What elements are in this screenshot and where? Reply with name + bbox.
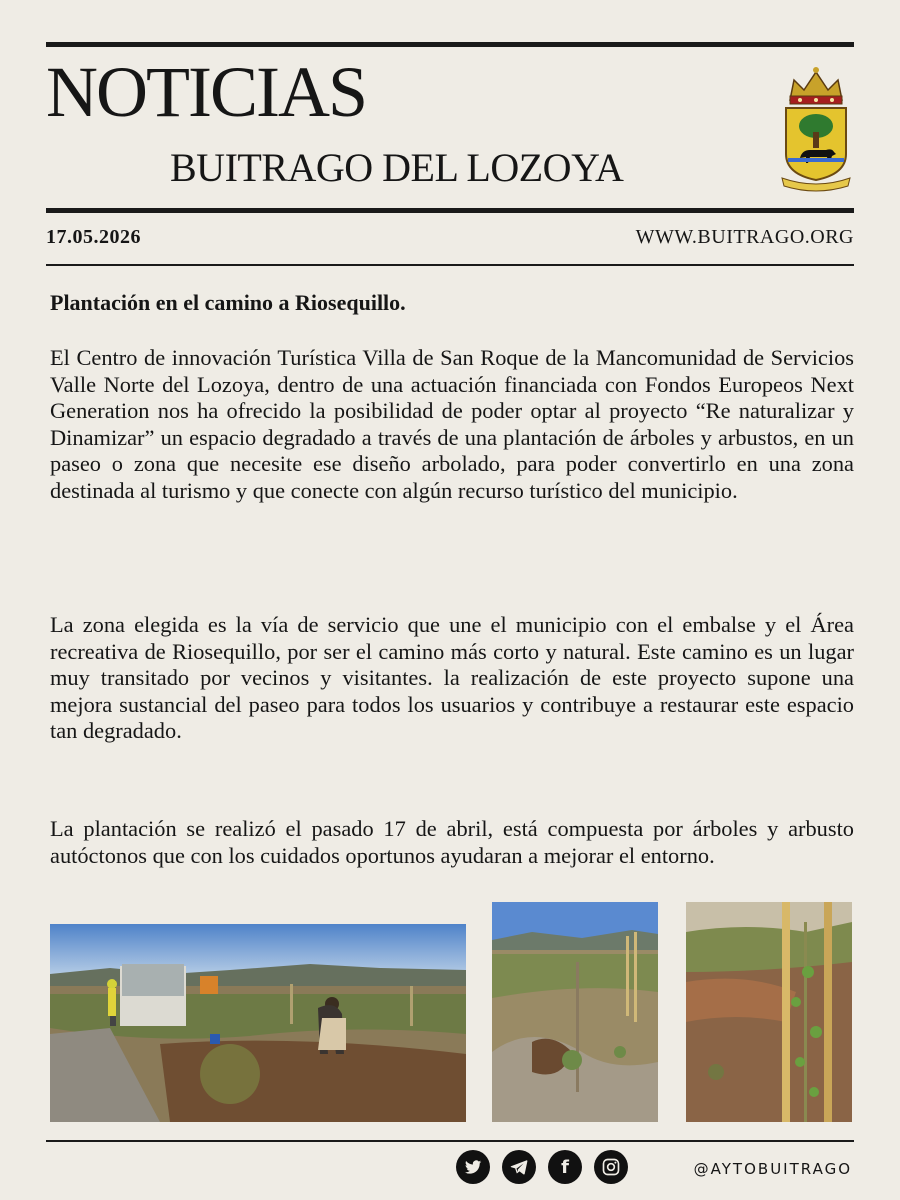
social-handle[interactable]: @AYTOBUITRAGO — [693, 1160, 852, 1178]
municipal-coat-of-arms-icon — [780, 62, 852, 192]
photo-workers-planting-roadside — [50, 924, 466, 1122]
footer-rule — [46, 1140, 854, 1142]
website-link[interactable]: WWW.BUITRAGO.ORG — [635, 226, 854, 248]
date-rule — [46, 264, 854, 266]
top-rule — [46, 42, 854, 47]
facebook-icon[interactable]: f — [548, 1150, 582, 1184]
header-rule — [46, 208, 854, 213]
page-title: NOTICIAS — [46, 52, 366, 132]
instagram-icon[interactable] — [594, 1150, 628, 1184]
social-links — [456, 1150, 628, 1190]
article-paragraph-2: La zona elegida es la vía de servicio que une el municipio con el embalse y el Área recreativa de Riosequillo, por ser el camino más corto y natural. Este camino es un lugar muy transitado por vecinos y visitantes. la realización de este proyecto supone una mejora sustancial del paseo para todos los usuarios y contribuye a restaurar este espacio tan degradado. — [50, 612, 854, 743]
issue-date: 17.05.2026 — [46, 226, 141, 248]
photo-young-trees-hillside — [492, 902, 658, 1122]
twitter-icon[interactable] — [456, 1150, 490, 1184]
page-subtitle: BUITRAGO DEL LOZOYA — [170, 145, 624, 190]
article-paragraph-3: La plantación se realizó el pasado 17 de abril, está compuesta por árboles y arbusto autóctonos que con los cuidados oportunos ayudaran a mejorar el entorno. — [50, 816, 854, 868]
article-headline: Plantación en el camino a Riosequillo. — [50, 290, 406, 315]
article-paragraph-1: El Centro de innovación Turística Villa de San Roque de la Mancomunidad de Servicios Valle Norte del Lozoya, dentro de una actuación financiada con Fondos Europeos Next Generation nos ha ofrecido la posibilidad de poder optar al proyecto “Re naturalizar y Dinamizar” un espacio degradado a través de una plantación de árboles y arbustos, en un paseo o zona que necesite ese diseño arbolado, para poder convertirlo en una zona destinada al turismo y que conecte con algún recurso turístico del municipio. — [50, 345, 854, 503]
telegram-icon[interactable] — [502, 1150, 536, 1184]
photo-saplings-with-stakes — [686, 902, 852, 1122]
